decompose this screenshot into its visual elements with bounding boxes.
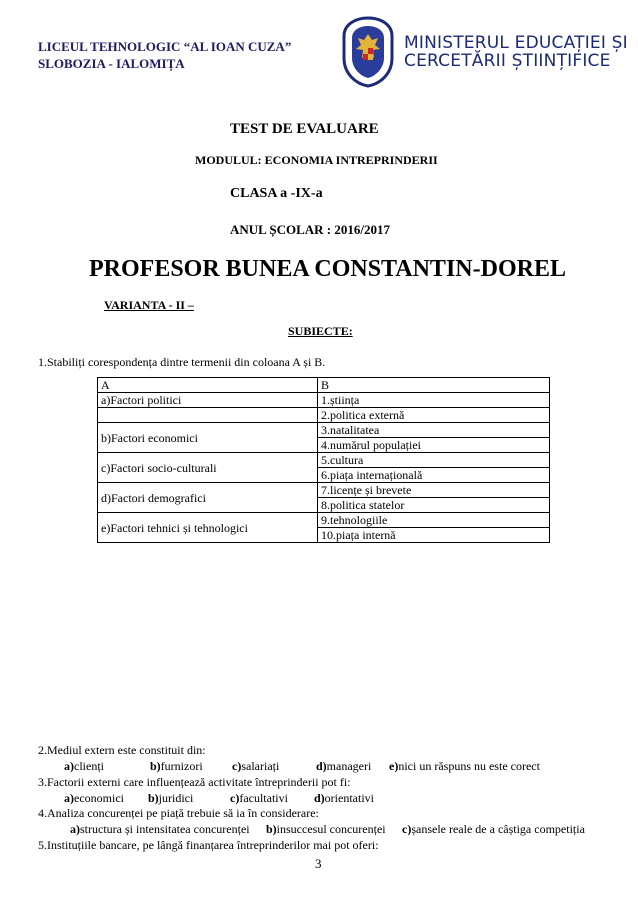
question-5-text: 5.Instituțiile bancare, pe lângă finanțarea întreprinderilor mai pot oferi: <box>38 838 379 852</box>
column-b-cell: 2.politica externă <box>318 408 550 423</box>
option-text: economici <box>74 791 124 805</box>
question-3-text: 3.Factorii externi care influențează activitate întreprinderii pot fi: <box>38 775 351 789</box>
column-b-cell: 8.politica statelor <box>318 498 550 513</box>
option-b <box>148 790 230 806</box>
option-d <box>316 758 389 774</box>
column-b-cell: 5.cultura <box>318 453 550 468</box>
table-row <box>98 423 550 438</box>
option-letter: b) <box>266 822 277 836</box>
option-letter: b) <box>148 791 159 805</box>
question-3-options <box>64 790 374 806</box>
option-text: orientativi <box>324 791 374 805</box>
subjects-heading: SUBIECTE: <box>288 324 353 338</box>
question-4-options <box>70 821 585 837</box>
option-a <box>70 821 266 837</box>
column-a-cell: d)Factori demografici <box>98 483 318 513</box>
option-d <box>314 790 374 806</box>
question-4-text: 4.Analiza concurenței pe piață trebuie să ia în considerare: <box>38 806 319 820</box>
option-c <box>232 758 316 774</box>
matching-table <box>97 377 550 543</box>
table-row <box>98 483 550 498</box>
ministry-name-line1: MINISTERUL EDUCAȚIEI ȘI <box>404 33 628 53</box>
column-a-cell: c)Factori socio-culturali <box>98 453 318 483</box>
column-b-cell: 6.piața internațională <box>318 468 550 483</box>
school-name-line2: SLOBOZIA - IALOMIȚA <box>38 56 185 71</box>
question-1-text: 1.Stabiliți corespondența dintre termenii din coloana A și B. <box>38 355 326 369</box>
option-text: juridici <box>158 791 194 805</box>
option-letter: a) <box>70 822 80 836</box>
column-a-cell: e)Factori tehnici și tehnologici <box>98 513 318 543</box>
table-row <box>98 408 550 423</box>
column-b-cell: 3.natalitatea <box>318 423 550 438</box>
school-name <box>38 38 291 72</box>
option-text: salariați <box>241 759 280 773</box>
option-letter: b) <box>150 759 161 773</box>
option-text: șansele reale de a câștiga competiția <box>411 822 585 836</box>
option-text: furnizori <box>160 759 203 773</box>
option-text: structura și intensitatea concurenței <box>80 822 250 836</box>
column-b-cell: 10.piața internă <box>318 528 550 543</box>
option-text: facultativi <box>239 791 288 805</box>
option-letter: e) <box>389 759 399 773</box>
column-a-cell: b)Factori economici <box>98 423 318 453</box>
option-letter: a) <box>64 759 74 773</box>
option-c <box>230 790 314 806</box>
table-header-row <box>98 378 550 393</box>
question-2-options <box>64 758 540 774</box>
option-letter: a) <box>64 791 74 805</box>
option-b <box>266 821 402 837</box>
page-number: 3 <box>315 856 322 871</box>
column-b-header: B <box>318 378 550 393</box>
option-letter: d) <box>316 759 327 773</box>
column-a-header: A <box>98 378 318 393</box>
question-2-text: 2.Mediul extern este constituit din: <box>38 743 206 757</box>
option-letter: d) <box>314 791 325 805</box>
ministry-name-line2: CERCETĂRII ȘTIINȚIFICE <box>404 51 611 71</box>
school-name-line1: LICEUL TEHNOLOGIC “AL IOAN CUZA” <box>38 39 292 54</box>
option-text: insuccesul concurenței <box>276 822 386 836</box>
option-letter: c) <box>402 822 412 836</box>
option-a <box>64 758 150 774</box>
test-title: TEST DE EVALUARE <box>230 121 379 137</box>
school-year: ANUL ȘCOLAR : 2016/2017 <box>230 222 390 237</box>
option-text: nici un răspuns nu este corect <box>398 759 540 773</box>
option-text: manageri <box>326 759 372 773</box>
column-b-cell: 4.numărul populației <box>318 438 550 453</box>
column-b-cell: 1.știința <box>318 393 550 408</box>
option-letter: c) <box>230 791 240 805</box>
column-b-cell: 7.licențe și brevete <box>318 483 550 498</box>
ministry-name <box>404 34 628 70</box>
teacher-name: PROFESOR BUNEA CONSTANTIN-DOREL <box>89 256 566 282</box>
option-text: clienți <box>74 759 104 773</box>
table-row <box>98 393 550 408</box>
option-e <box>389 758 540 774</box>
column-a-cell: a)Factori politici <box>98 393 318 408</box>
option-b <box>150 758 232 774</box>
module-name: MODULUL: ECONOMIA INTREPRINDERII <box>195 153 438 167</box>
option-a <box>64 790 148 806</box>
option-letter: c) <box>232 759 242 773</box>
column-b-cell: 9.tehnologiile <box>318 513 550 528</box>
class-level: CLASA a -IX-a <box>230 186 323 201</box>
table-row <box>98 513 550 528</box>
government-seal-icon <box>340 16 396 88</box>
table-row <box>98 453 550 468</box>
column-a-cell-empty <box>98 408 318 423</box>
option-c <box>402 821 585 837</box>
variant-label: VARIANTA - II – <box>104 298 194 312</box>
